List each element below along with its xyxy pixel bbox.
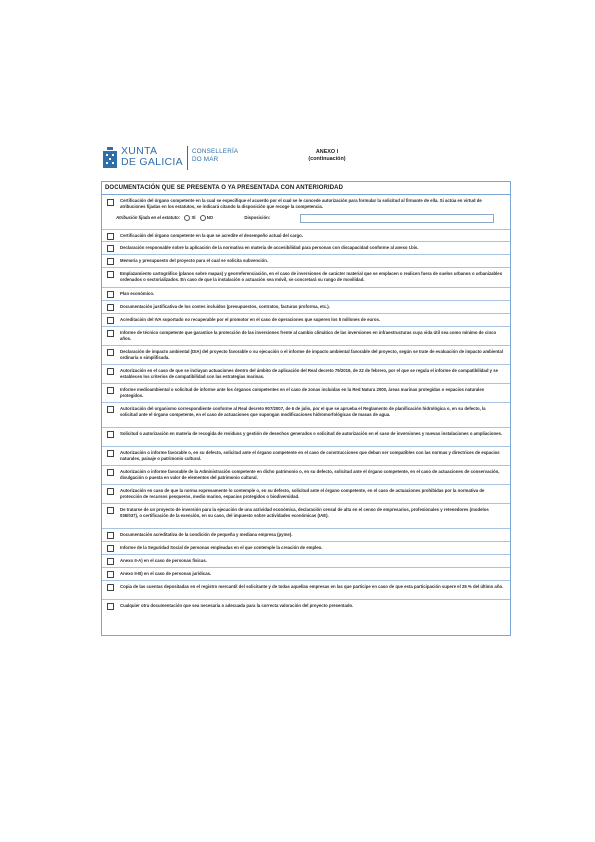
documentation-section bbox=[101, 181, 511, 636]
section-title: DOCUMENTACIÓN QUE SE PRESENTA O YA PRESENTADA CON ANTERIORIDAD bbox=[105, 185, 343, 191]
checkbox[interactable] bbox=[107, 450, 114, 457]
checkbox[interactable] bbox=[107, 507, 114, 514]
list-item bbox=[102, 581, 510, 600]
item-text: Solicitud o autorización en materia de recogida de residuos y gestión de desechos generados o solicitud de autorización en el caso de inversiones y nuevas instalaciones o ampliaciones. bbox=[120, 431, 503, 436]
item-text: Declaración de impacto ambiental (DIA) del proyecto favorable o su ejecución o el informe de impacto ambiental favorable del proyecto, según se trate de evaluación de impacto ambiental ordinaria o simplificada. bbox=[120, 349, 504, 360]
radio-yes-label: SÍ bbox=[191, 215, 196, 221]
item-text: Autorización en el caso de que se incluyan actuaciones dentro del ámbito de aplicación del Real decreto 79/2019, de 22 de febrero, por el que se regula el informe de compatibilidad y se establecen los criterios de compatibilidad con las estrategias marinas. bbox=[120, 368, 499, 379]
attribution-line bbox=[116, 215, 270, 221]
item-text: Certificación del órgano competente en la que se acredite el desempeño actual del cargo. bbox=[120, 233, 303, 238]
checkbox[interactable] bbox=[107, 431, 114, 438]
item-text: De tratarse de un proyecto de inversión para la ejecución de una actividad económica, declaración censal de alta en el censo de empresarios, profesionales y retenedores (modelos 036/037), o certificación de la exención, en su caso, del impuesto sobre actividades económicas (IAE). bbox=[120, 507, 489, 518]
checkbox[interactable] bbox=[107, 406, 114, 413]
item-text: Autorización o informe favorable o, en su defecto, solicitud ante el órgano competente en el caso de construcciones que deban ser compatibles con las normas y directrices de espacios naturales, paisaje o patrimonio cultural. bbox=[120, 450, 500, 461]
list-item bbox=[102, 447, 510, 466]
disposition-label: Disposición: bbox=[244, 215, 271, 221]
list-item bbox=[102, 346, 510, 365]
checkbox[interactable] bbox=[107, 291, 114, 298]
annex-subtitle: (continuación) bbox=[308, 156, 346, 162]
checkbox[interactable] bbox=[107, 545, 114, 552]
item-text: Declaración responsable sobre la aplicación de la normativa en materia de accesibilidad para personas con discapacidad conforme al anexo I.bis. bbox=[120, 245, 419, 250]
list-item bbox=[102, 301, 510, 314]
item-text: Autorización o informe favorable de la Administración competente en dicho patrimonio o, en su defecto, solicitud ante el órgano competente, en el caso de actuaciones de conservación, divulgación o puesta en valor de elementos del patrimonio cultural. bbox=[120, 469, 500, 480]
checkbox[interactable] bbox=[107, 387, 114, 394]
list-item bbox=[102, 485, 510, 504]
annex-title: ANEXO I bbox=[315, 149, 339, 155]
item-text: Plan económico. bbox=[120, 291, 155, 296]
checkbox[interactable] bbox=[107, 258, 114, 265]
checkbox[interactable] bbox=[107, 199, 114, 206]
checkbox[interactable] bbox=[107, 245, 114, 252]
checkbox[interactable] bbox=[107, 368, 114, 375]
department-name: CONSELLERÍA DO MAR bbox=[192, 148, 239, 163]
list-item bbox=[102, 428, 510, 447]
checkbox[interactable] bbox=[107, 349, 114, 356]
checkbox[interactable] bbox=[107, 603, 114, 610]
item-text: Informe de la Seguridad Social de personas empleadas en el que contemple la creación de empleo. bbox=[120, 545, 323, 550]
annex-heading bbox=[292, 149, 362, 163]
list-item bbox=[102, 242, 510, 255]
list-item bbox=[102, 268, 510, 288]
item-text: Anexo II-B) en el caso de personas jurídicas. bbox=[120, 571, 212, 576]
list-item bbox=[102, 403, 510, 428]
item-text: Certificación del órgano competente en la cual se especifique el acuerdo por el cual se le concede autorización para formular la solicitud al firmante de ella. Si actúa en virtud de atribuciones fijadas en los estatutos, se indicará citando la disposición que recoge la competencia. bbox=[120, 198, 482, 209]
list-item bbox=[102, 384, 510, 403]
item-text: Autorización en caso de que la norma expresamente lo contemple o, en su defecto, solicitud ante el órgano competente, en el caso de actuaciones prohibidas por la normativa de protección de recursos pesqueros, medio marino, espacios protegidos o biodiversidad. bbox=[120, 488, 485, 499]
checkbox[interactable] bbox=[107, 584, 114, 591]
item-text: Acreditación del IVA soportado no recuperable por el promotor en el caso de operaciones que superen los 5 millones de euros. bbox=[120, 317, 381, 322]
list-item bbox=[102, 365, 510, 384]
list-item bbox=[102, 568, 510, 581]
item-text: Emplazamiento cartográfico (planos sobre mapas) y georreferenciación, en el caso de inversiones de carácter material que se emplacen o realicen fuera de suelos urbanos o urbanizables ordenados o sectorializados. En caso de que la instalación o actuación sea móvil, se concretará su rango de movilidad. bbox=[120, 271, 503, 282]
item-text: Informe de técnico competente que garantice la protección de las inversiones frente al cambio climático de las inversiones en infraestructuras cuya vida útil sea como mínimo de cinco años. bbox=[120, 330, 497, 341]
list-item bbox=[102, 288, 510, 301]
checkbox[interactable] bbox=[107, 304, 114, 311]
radio-no[interactable] bbox=[200, 215, 206, 221]
list-item bbox=[102, 255, 510, 268]
list-item bbox=[102, 600, 510, 616]
item-text: Cualquier otra documentación que sea necesaria o adecuada para la correcta valoración del proyecto presentado. bbox=[120, 603, 354, 608]
logo-divider bbox=[187, 146, 188, 170]
list-item-authorization-certificate bbox=[102, 195, 510, 230]
item-text: Informe medioambiental o solicitud de informe ante los órganos competentes en el caso de zonas incluidas en la Red Natura 2000, áreas marinas protegidas o espacios naturales protegidos. bbox=[120, 387, 485, 398]
list-item bbox=[102, 230, 510, 242]
xunta-emblem-icon bbox=[103, 147, 117, 169]
list-item bbox=[102, 314, 510, 327]
logo-name: XUNTA DE GALICIA bbox=[121, 145, 183, 168]
disposition-input[interactable] bbox=[300, 214, 494, 223]
item-text: Copia de las cuentas depositadas en el registro mercantil del solicitante y de todas aquellas empresas en las que participe en caso de que esta participación supere el 25 % del último año. bbox=[120, 584, 504, 589]
item-text: Autorización del organismo correspondiente conforme al Real decreto 907/2007, de 6 de julio, por el que se aprueba el Reglamento de planificación hidrológica o, en su defecto, la solicitud ante el órgano competente, en el caso de actuaciones que supongan modificaciones hidromorfológicas de masas de agua. bbox=[120, 406, 486, 417]
checkbox[interactable] bbox=[107, 558, 114, 565]
checkbox[interactable] bbox=[107, 488, 114, 495]
item-text: Documentación acreditativa de la condición de pequeña y mediana empresa (pyme). bbox=[120, 532, 293, 537]
checkbox[interactable] bbox=[107, 233, 114, 240]
xunta-logo bbox=[103, 146, 243, 172]
checkbox[interactable] bbox=[107, 271, 114, 278]
checkbox[interactable] bbox=[107, 469, 114, 476]
item-text: Documentación justificativa de los costes incluidos (presupuestos, contratos, facturas proforma, etc.). bbox=[120, 304, 330, 309]
attribution-label: Atribución fijada en el estatuto: bbox=[116, 215, 181, 221]
checkbox[interactable] bbox=[107, 330, 114, 337]
list-item bbox=[102, 466, 510, 485]
list-item bbox=[102, 555, 510, 568]
item-text: Memoria y presupuesto del proyecto para el cual se solicita subvención. bbox=[120, 258, 269, 263]
checkbox[interactable] bbox=[107, 571, 114, 578]
radio-yes[interactable] bbox=[184, 215, 190, 221]
list-item bbox=[102, 504, 510, 529]
list-item bbox=[102, 542, 510, 555]
list-item bbox=[102, 327, 510, 346]
radio-no-label: NO bbox=[206, 215, 214, 221]
checkbox[interactable] bbox=[107, 532, 114, 539]
item-text: Anexo II-A) en el caso de personas físicas. bbox=[120, 558, 207, 563]
list-item bbox=[102, 529, 510, 542]
checkbox[interactable] bbox=[107, 317, 114, 324]
